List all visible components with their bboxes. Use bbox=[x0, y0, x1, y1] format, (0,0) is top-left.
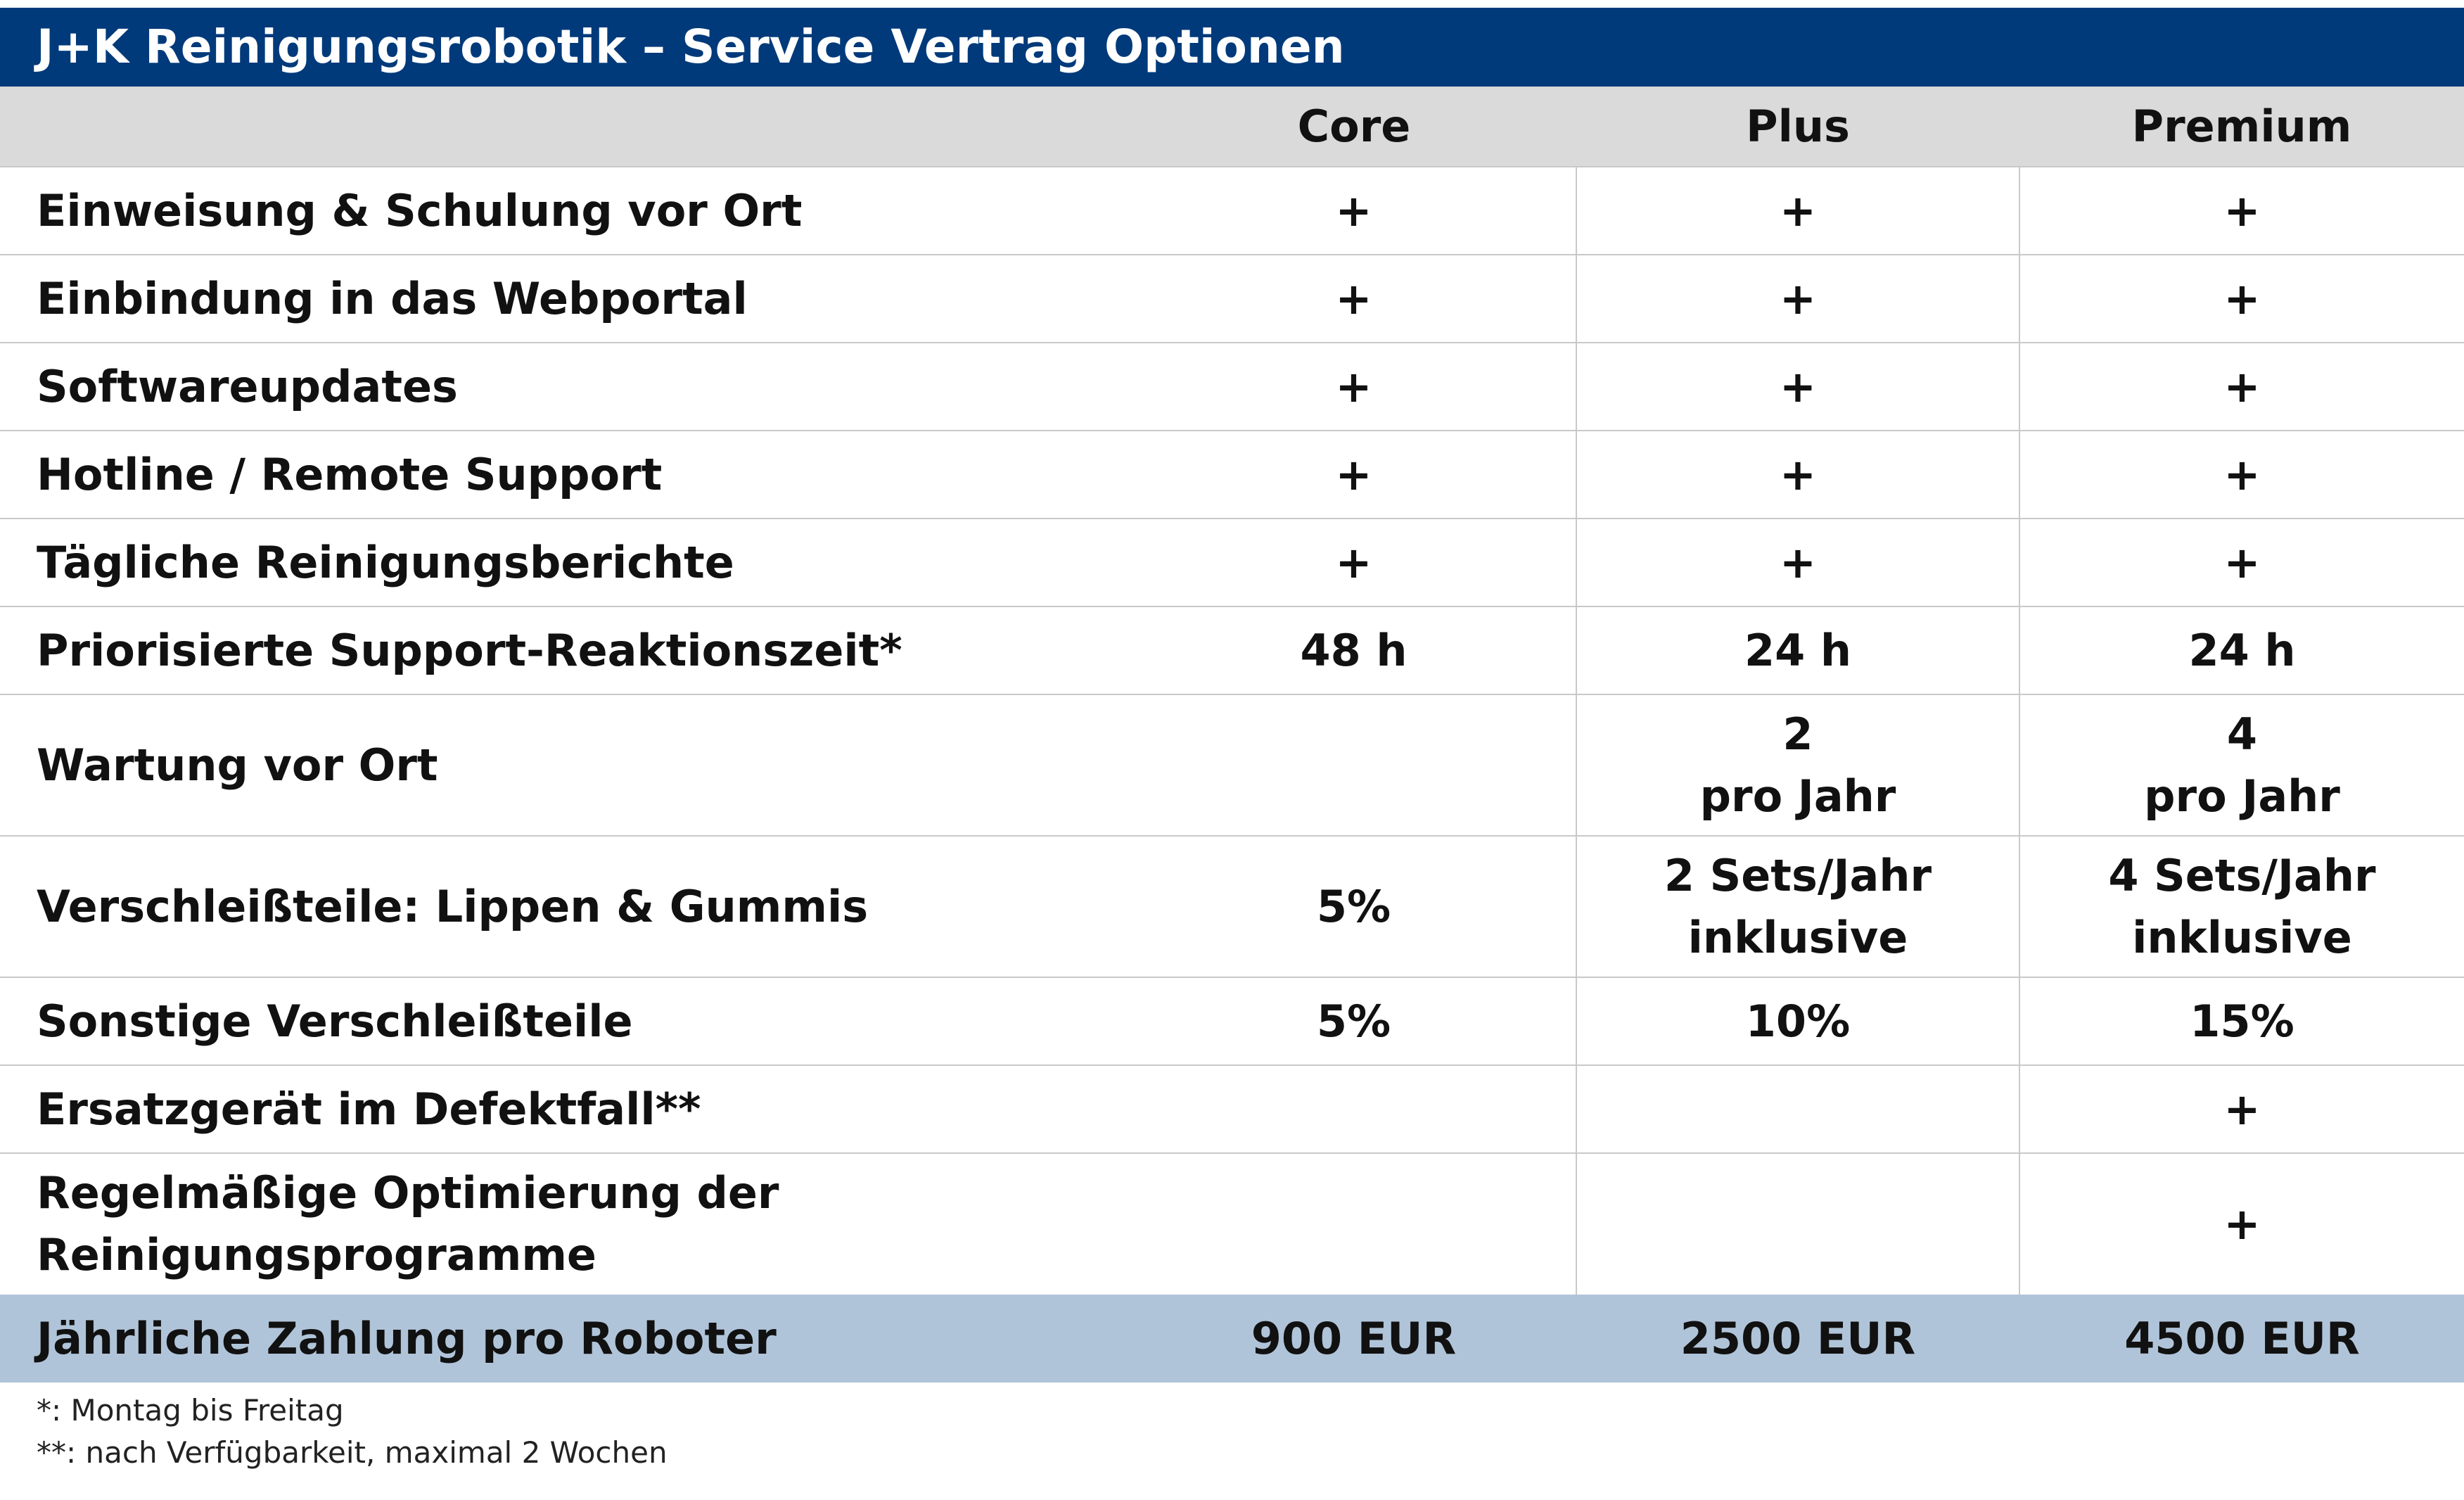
core-value bbox=[1132, 1065, 1576, 1153]
total-label: Jährliche Zahlung pro Roboter bbox=[0, 1295, 1132, 1383]
plus-value: 2 Sets/Jahr inklusive bbox=[1576, 836, 2019, 977]
plus-value: 24 h bbox=[1576, 606, 2019, 694]
table-row bbox=[0, 167, 2464, 255]
plus-value bbox=[1576, 1153, 2019, 1295]
page-title: J+K Reinigungsrobotik – Service Vertrag Optionen bbox=[0, 8, 2464, 87]
core-value: + bbox=[1132, 431, 1576, 519]
table-header-row bbox=[0, 87, 2464, 167]
premium-value: + bbox=[2019, 1153, 2464, 1295]
table-row bbox=[0, 606, 2464, 694]
premium-value: + bbox=[2019, 255, 2464, 343]
footnotes bbox=[37, 1390, 668, 1474]
core-value bbox=[1132, 1153, 1576, 1295]
feature-label: Tägliche Reinigungsberichte bbox=[0, 519, 1132, 606]
header-premium: Premium bbox=[2019, 87, 2464, 167]
plus-value bbox=[1576, 1065, 2019, 1153]
table-row bbox=[0, 836, 2464, 977]
total-core-price: 900 EUR bbox=[1132, 1295, 1576, 1383]
header-feature bbox=[0, 87, 1132, 167]
table-row bbox=[0, 519, 2464, 606]
plus-value: + bbox=[1576, 431, 2019, 519]
core-value: + bbox=[1132, 167, 1576, 255]
plus-value: 10% bbox=[1576, 977, 2019, 1065]
feature-label: Sonstige Verschleißteile bbox=[0, 977, 1132, 1065]
premium-value: + bbox=[2019, 519, 2464, 606]
feature-label: Priorisierte Support-Reaktionszeit* bbox=[0, 606, 1132, 694]
premium-value: + bbox=[2019, 167, 2464, 255]
feature-label: Wartung vor Ort bbox=[0, 694, 1132, 836]
table-row bbox=[0, 343, 2464, 431]
feature-label: Einbindung in das Webportal bbox=[0, 255, 1132, 343]
feature-label: Einweisung & Schulung vor Ort bbox=[0, 167, 1132, 255]
premium-value: + bbox=[2019, 1065, 2464, 1153]
plus-value: + bbox=[1576, 343, 2019, 431]
feature-label: Verschleißteile: Lippen & Gummis bbox=[0, 836, 1132, 977]
premium-value: 4 pro Jahr bbox=[2019, 694, 2464, 836]
table-row bbox=[0, 977, 2464, 1065]
feature-label: Ersatzgerät im Defektfall** bbox=[0, 1065, 1132, 1153]
plus-value: 2 pro Jahr bbox=[1576, 694, 2019, 836]
plus-value: + bbox=[1576, 255, 2019, 343]
service-options-table bbox=[0, 87, 2464, 1383]
total-row bbox=[0, 1295, 2464, 1383]
feature-label: Softwareupdates bbox=[0, 343, 1132, 431]
plus-value: + bbox=[1576, 519, 2019, 606]
header-core: Core bbox=[1132, 87, 1576, 167]
core-value bbox=[1132, 694, 1576, 836]
footnote-availability: **: nach Verfügbarkeit, maximal 2 Wochen bbox=[37, 1435, 668, 1470]
core-value: 5% bbox=[1132, 836, 1576, 977]
premium-value: 24 h bbox=[2019, 606, 2464, 694]
core-value: + bbox=[1132, 255, 1576, 343]
premium-value: 15% bbox=[2019, 977, 2464, 1065]
premium-value: 4 Sets/Jahr inklusive bbox=[2019, 836, 2464, 977]
table-row bbox=[0, 431, 2464, 519]
plus-value: + bbox=[1576, 167, 2019, 255]
table-row bbox=[0, 1153, 2464, 1295]
core-value: 48 h bbox=[1132, 606, 1576, 694]
footnote-weekdays: *: Montag bis Freitag bbox=[37, 1393, 344, 1428]
table-row bbox=[0, 694, 2464, 836]
feature-label: Regelmäßige Optimierung der Reinigungsprogramme bbox=[0, 1153, 1132, 1295]
total-plus-price: 2500 EUR bbox=[1576, 1295, 2019, 1383]
core-value: 5% bbox=[1132, 977, 1576, 1065]
feature-label: Hotline / Remote Support bbox=[0, 431, 1132, 519]
premium-value: + bbox=[2019, 431, 2464, 519]
total-premium-price: 4500 EUR bbox=[2019, 1295, 2464, 1383]
core-value: + bbox=[1132, 519, 1576, 606]
core-value: + bbox=[1132, 343, 1576, 431]
header-plus: Plus bbox=[1576, 87, 2019, 167]
table-row bbox=[0, 1065, 2464, 1153]
table-row bbox=[0, 255, 2464, 343]
premium-value: + bbox=[2019, 343, 2464, 431]
